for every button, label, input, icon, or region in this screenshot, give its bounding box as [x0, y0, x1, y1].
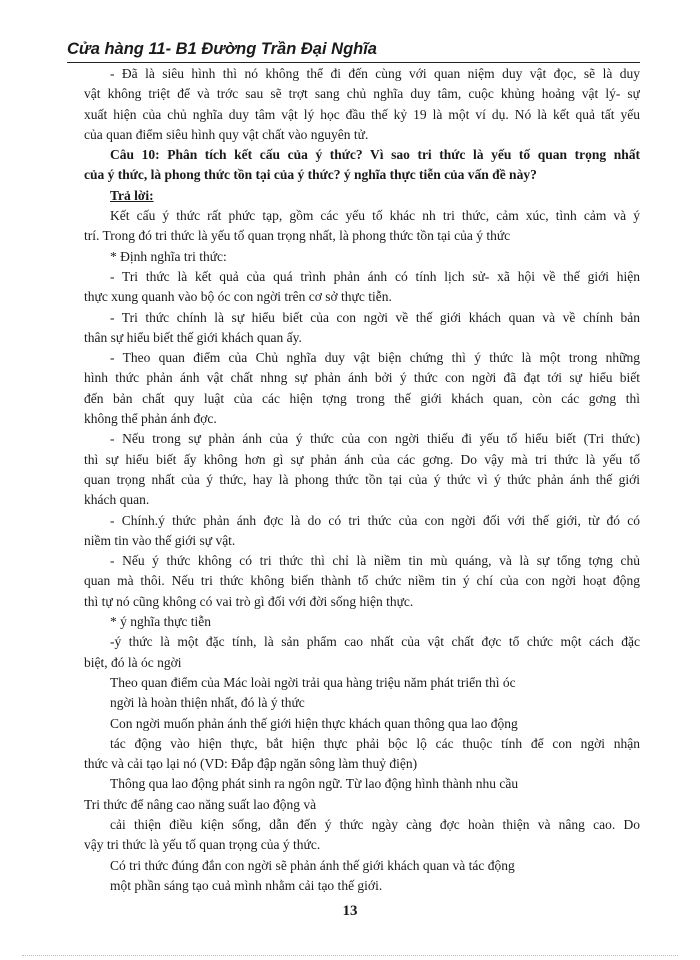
- text-line: thân sự hiểu biết thế giới khách quan ấy.: [84, 329, 302, 345]
- text-line: - Nếu ý thức không có tri thức thì chỉ là niềm tin mù quáng, và là sự tổng tợng chủ: [110, 553, 640, 569]
- text-line: trí. Trong đó tri thức là yếu tố quan trọng nhất, là phong thức tồn tại của ý thức: [84, 228, 511, 244]
- text-line: - Chính.ý thức phản ánh đợc là do có tri thức của con ngời đối với thế giới, từ đó có: [110, 512, 640, 528]
- text-line: Theo quan điểm của Mác loài ngời trải qua hàng triệu năm phát triển thì óc: [110, 674, 516, 690]
- text-line: quan mà thôi. Nếu tri thức không biến thành tổ chức niềm tin ý chí của con ngời hoạt động: [84, 573, 640, 589]
- text-line: niềm tin vào thế giới sự vật.: [84, 532, 236, 548]
- text-line: hình thức phản ánh vật chất nhng sự phản ánh bởi ý thức con ngời đã đạt tới sự hiểu biết: [84, 370, 640, 386]
- text-line: Câu 10: Phân tích kết cấu của ý thức? Vì sao tri thức là yếu tố quan trọng nhất: [110, 147, 640, 163]
- text-line: thực xung quanh vào bộ óc con ngời trên cơ sở thực tiễn.: [84, 289, 392, 305]
- text-line: - Theo quan điểm của Chủ nghĩa duy vật biện chứng thì ý thức là một trong những: [110, 350, 640, 366]
- text-line: đến bản chất quy luật của các hiện tợng trong thế giới khách quan, còn các gơng thì: [84, 390, 640, 406]
- header-title: Cửa hàng 11- B1 Đường Trần Đại Nghĩa: [67, 40, 377, 58]
- text-line: Trả lời:: [110, 187, 154, 203]
- text-line: khách quan.: [84, 492, 150, 508]
- text-line: một phần sáng tạo cuả mình nhằm cải tạo thế giới.: [110, 877, 383, 893]
- text-line: thì sự hiểu biết ấy không hơn gì sự phản ánh của các gơng. Do vậy mà tri thức là yếu tố: [84, 451, 640, 467]
- text-line: - Nếu trong sự phản ánh của ý thức của con ngời thiếu đi yếu tố hiểu biết (Tri thức): [110, 431, 640, 447]
- text-line: * Định nghĩa tri thức:: [110, 248, 227, 264]
- text-line: Thông qua lao động phát sinh ra ngôn ngữ. Từ lao động hình thành nhu cầu: [110, 776, 519, 792]
- page-header: [67, 38, 640, 63]
- text-line: Có tri thức đúng đắn con ngời sẽ phản ánh thế giới khách quan và tác động: [110, 857, 515, 873]
- text-line: của quan điểm siêu hình quy vật chất vào nguyên tử.: [84, 126, 369, 142]
- text-line: vậy tri thức là yếu tố quan trọng của ý thức.: [84, 837, 321, 853]
- text-line: ngời là hoàn thiện nhất, đó là ý thức: [110, 695, 305, 711]
- text-line: xuất hiện của chủ nghĩa duy tâm vật lý học đầu thế kỷ 19 là một ví dụ. Nó là kết quả tất yếu: [84, 106, 640, 122]
- text-line: Con ngời muốn phản ánh thế giới hiện thực khách quan thông qua lao động: [110, 715, 518, 731]
- text-line: Tri thức để nâng cao năng suất lao động và: [84, 796, 317, 812]
- text-line: của ý thức, là phong thức tồn tại của ý thức? ý nghĩa thực tiễn của vấn đề này?: [84, 167, 537, 183]
- text-line: tác động vào hiện thực, bắt hiện thực phải bộc lộ các thuộc tính để con ngời nhận: [110, 735, 640, 751]
- text-line: * ý nghĩa thực tiễn: [110, 614, 212, 630]
- text-line: thì tự nó cũng không có vai trò gì đối với đời sống hiện thực.: [84, 593, 414, 609]
- text-line: Kết cấu ý thức rất phức tạp, gồm các yếu tố khác nh tri thức, cảm xúc, tình cảm và ý: [110, 208, 640, 224]
- text-line: không thể phản ánh đợc.: [84, 411, 217, 427]
- document-body: [84, 64, 640, 896]
- text-line: cải thiện điều kiện sống, dẫn đến ý thức ngày càng đợc hoàn thiện và nâng cao. Do: [110, 816, 640, 832]
- text-line: - Tri thức chính là sự hiểu biết của con ngời về thế giới khách quan và về chính bản: [110, 309, 640, 325]
- text-line: thức và cải tạo lại nó (VD: Đắp đập ngăn sông làm thuỷ điện): [84, 756, 418, 772]
- page-number: 13: [342, 903, 358, 919]
- text-line: - Đã là siêu hình thì nó không thể đi đến cùng với quan niệm duy vật đọc, sẽ là duy: [110, 66, 640, 81]
- text-line: - Tri thức là kết quả của quá trình phản ánh có tính lịch sử- xã hội về thế giới hiện: [110, 268, 640, 284]
- text-line: -ý thức là một đặc tính, là sản phẩm cao nhất của vật chất đợc tổ chức một cách đặc: [110, 634, 640, 650]
- text-line: biệt, đó là óc ngời: [84, 654, 182, 670]
- text-line: vật không triệt để và trớc sau sẽ trợt sang chủ nghĩa duy tâm, cuộc khủng hoảng vật lý- sự: [84, 86, 640, 102]
- text-line: quan trọng nhất của ý thức, hay là phong thức tồn tại của ý thức vì ý thức phản ánh thế giới: [84, 471, 640, 487]
- page-bottom-divider: [22, 955, 678, 956]
